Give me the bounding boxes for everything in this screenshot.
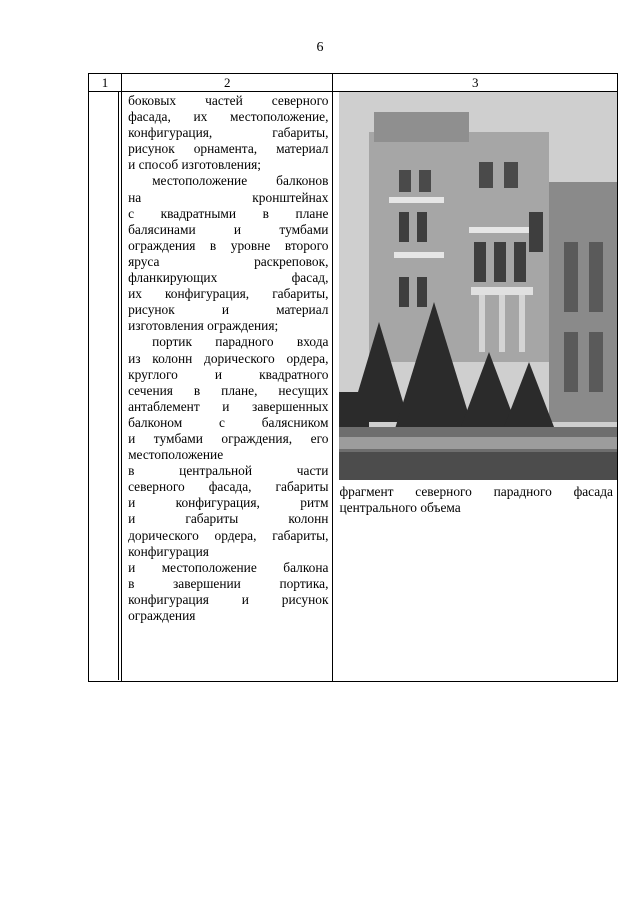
- text-line: фасада, их местоположение,: [128, 109, 329, 125]
- text-line: конфигурация и рисунок: [128, 591, 329, 607]
- table-header-row: [89, 74, 618, 92]
- text-line: портик парадного входа: [152, 334, 329, 350]
- text-line: с квадратными в плане: [128, 205, 329, 221]
- page-number: 6: [316, 40, 324, 55]
- text-line: дорического ордера, габариты,: [128, 527, 329, 543]
- text-line: их конфигурация, габариты,: [128, 286, 329, 302]
- text-line: и конфигурация, ритм: [128, 495, 329, 511]
- photo-cell: [333, 92, 618, 682]
- text-line: из колонн дорического ордера,: [128, 350, 329, 366]
- text-line: антаблемент и завершенных: [128, 398, 329, 414]
- building-facade-photo: [339, 92, 617, 480]
- portico-entablature: [471, 287, 533, 295]
- roof-crest: [374, 112, 469, 142]
- text-line: рисунок и материал: [128, 302, 329, 318]
- text-line: и способ изготовления;: [128, 157, 262, 173]
- text-line: местоположение: [128, 447, 224, 463]
- text-line: ограждения: [128, 608, 196, 623]
- heritage-table: [88, 73, 618, 682]
- column-header-1: 1: [89, 74, 122, 92]
- description-cell: [122, 92, 333, 682]
- text-line: конфигурация, габариты,: [128, 125, 329, 141]
- text-line: и местоположение балкона: [128, 559, 329, 575]
- text-line: конфигурация: [128, 543, 209, 559]
- text-line: яруса раскреповок,: [128, 253, 329, 269]
- column-header-2: 2: [122, 74, 333, 92]
- photo-caption: [339, 484, 613, 516]
- side-wing: [549, 182, 617, 422]
- text-line: в завершении портика,: [128, 575, 329, 591]
- text-line: в центральной части: [128, 463, 329, 479]
- text-line: изготовления ограждения;: [128, 318, 279, 334]
- row-number-cell: [89, 92, 122, 682]
- column-header-3: 3: [333, 74, 618, 92]
- text-line: ограждения в уровне второго: [128, 237, 329, 253]
- text-line: и тумбами ограждения, его: [128, 430, 329, 446]
- text-line: боковых частей северного: [128, 93, 329, 108]
- foreground-shrubs: [339, 452, 617, 480]
- description-text: [128, 93, 328, 624]
- text-line: северного фасада, габариты: [128, 479, 329, 495]
- text-line: фрагмент северного парадного фасада: [339, 484, 613, 499]
- text-line: круглого и квадратного: [128, 366, 329, 382]
- text-line: балясинами и тумбами: [128, 221, 329, 237]
- text-line: балконом с балясником: [128, 414, 329, 430]
- text-line: фланкирующих фасад,: [128, 270, 329, 286]
- table-row: [89, 92, 618, 682]
- text-line: рисунок орнамента, материал: [128, 141, 329, 157]
- fence: [339, 437, 617, 449]
- text-line: сечения в плане, несущих: [128, 382, 329, 398]
- text-line: местоположение балконов: [152, 173, 329, 189]
- text-line: и габариты колонн: [128, 511, 329, 527]
- text-line: центрального объема: [339, 500, 461, 515]
- text-line: на кронштейнах: [128, 189, 329, 205]
